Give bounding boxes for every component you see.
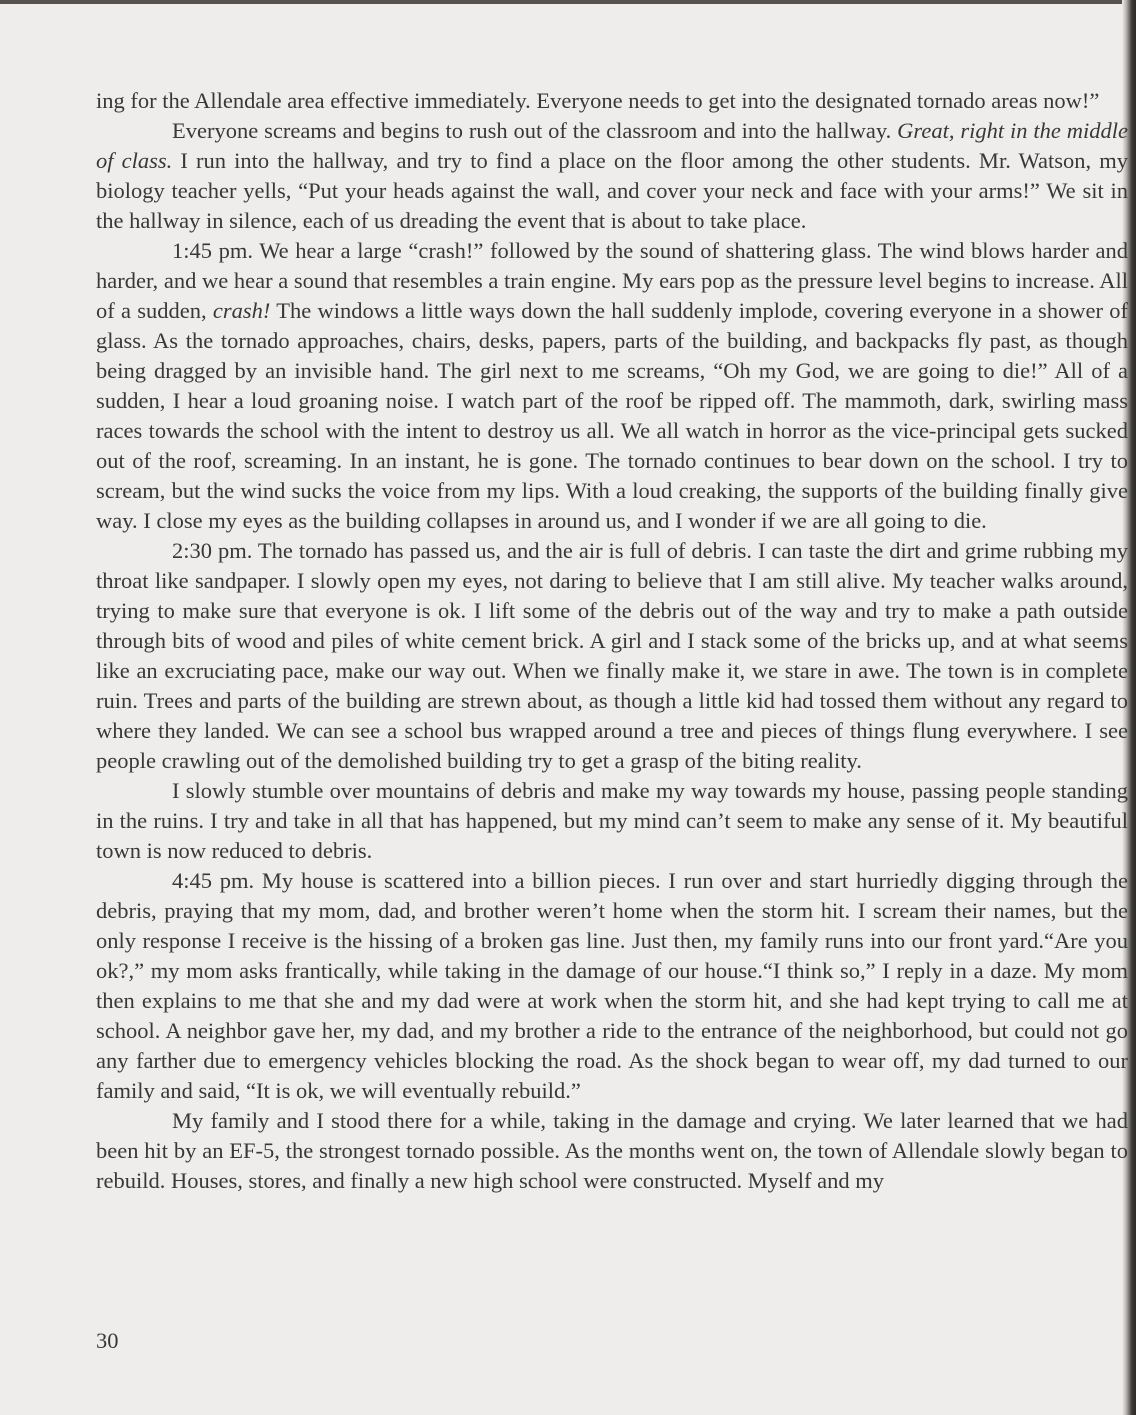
paragraph-text: Everyone screams and begins to rush out of the classroom and into the hallway. xyxy=(172,118,898,143)
paragraph-text: I run into the hallway, and try to find a place on the floor among the other students. Mr. Watson, my biology teacher yells, “Put your heads against the wall, and cover your neck and face with your arms!” We sit in the hallway in silence, each of us dreading the event that is about to take place. xyxy=(96,148,1128,233)
paragraph xyxy=(96,776,1128,866)
paragraph xyxy=(96,866,1128,1106)
body-text xyxy=(96,86,1128,1196)
paragraph-text: 4:45 pm. My house is scattered into a billion pieces. I run over and start hurriedly digging through the debris, praying that my mom, dad, and brother weren’t home when the storm hit. I scream their names, but the only response I receive is the hissing of a broken gas line. Just then, my family runs into our front yard.“Are you ok?,” my mom asks frantically, while taking in the damage of our house.“I think so,” I reply in a daze. My mom then explains to me that she and my dad were at work when the storm hit, and she had kept trying to call me at school. A neighbor gave her, my dad, and my brother a ride to the entrance of the neighborhood, but could not go any farther due to emergency vehicles blocking the road. As the shock began to wear off, my dad turned to our family and said, “It is ok, we will eventually rebuild.” xyxy=(96,868,1128,1103)
paragraph xyxy=(96,1106,1128,1196)
paragraph-text: The windows a little ways down the hall suddenly implode, covering everyone in a shower of glass. As the tornado approaches, chairs, desks, papers, parts of the building, and backpacks fly past, as though being dragged by an invisible hand. The girl next to me screams, “Oh my God, we are going to die!” All of a sudden, I hear a loud groaning noise. I watch part of the roof be ripped off. The mammoth, dark, swirling mass races towards the school with the intent to destroy us all. We all watch in horror as the vice-principal gets sucked out of the roof, screaming. In an instant, he is gone. The tornado continues to bear down on the school. I try to scream, but the wind sucks the voice from my lips. With a loud creaking, the supports of the building finally give way. I close my eyes as the building collapses in around us, and I wonder if we are all going to die. xyxy=(96,298,1128,533)
paragraph-text: 1:45 pm. We hear a large “crash!” followed by the sound of shattering glass. The wind blows harder and harder, and we hear a sound that resembles a train engine. My ears pop as the pressure level begins to increase. All of a sudden, xyxy=(96,238,1128,323)
paragraph xyxy=(96,86,1128,116)
italic-text: Great, right in the middle of class. xyxy=(96,118,1128,173)
paragraph xyxy=(96,536,1128,776)
paragraph xyxy=(96,116,1128,236)
page-number: 30 xyxy=(96,1328,119,1353)
paragraph xyxy=(96,236,1128,536)
paragraph-text: I slowly stumble over mountains of debris and make my way towards my house, passing people standing in the ruins. I try and take in all that has happened, but my mind can’t seem to make any sense of it. My beautiful town is now reduced to debris. xyxy=(96,778,1128,863)
italic-text: crash! xyxy=(212,298,271,323)
paragraph-text: ing for the Allendale area effective immediately. Everyone needs to get into the designated tornado areas now!” xyxy=(96,88,1100,113)
page-top-edge xyxy=(0,0,1136,4)
paragraph-text: My family and I stood there for a while, taking in the damage and crying. We later learned that we had been hit by an EF-5, the strongest tornado possible. As the months went on, the town of Allendale slowly began to rebuild. Houses, stores, and finally a new high school were constructed. Myself and my xyxy=(96,1108,1128,1193)
paragraph-text: 2:30 pm. The tornado has passed us, and the air is full of debris. I can taste the dirt and grime rubbing my throat like sandpaper. I slowly open my eyes, not daring to believe that I am still alive. My teacher walks around, trying to make sure that everyone is ok. I lift some of the debris out of the way and try to make a path outside through bits of wood and piles of white cement brick. A girl and I stack some of the bricks up, and at what seems like an excruciating pace, make our way out. When we finally make it, we stare in awe. The town is in complete ruin. Trees and parts of the building are strewn about, as though a little kid had tossed them without any regard to where they landed. We can see a school bus wrapped around a tree and pieces of things flung everywhere. I see people crawling out of the demolished building try to get a grasp of the biting reality. xyxy=(96,538,1128,773)
